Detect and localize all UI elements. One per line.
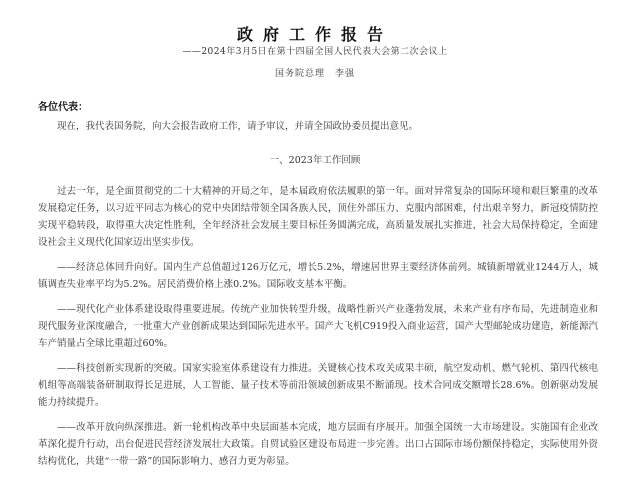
body-paragraph: ——现代化产业体系建设取得重要进展。传统产业加快转型升级，战略性新兴产业蓬勃发展，未来产业有序布局，先进制造业和现代服务业深度融合，一批重大产业创新成果达到国际先进水平。国产大飞机C919投入商业运营，国产大型邮轮成功建造，新能源汽车产销量占全球比重超过60%。 [38, 304, 598, 349]
body-paragraph: ——改革开放向纵深推进。新一轮机构改革中央层面基本完成，地方层面有序展开。加强全国统一大市场建设。实施国有企业改革深化提升行动，出台促进民营经济发展壮大政策。自贸试验区建设布局进一步完善。出口占国际市场份额保持稳定，实际使用外资结构优化，共建“一带一路”的国际影响力、感召力更为彰显。 [38, 422, 598, 467]
report-subtitle: ——2024年3月5日在第十四届全国人民代表大会第二次会议上 [182, 47, 448, 57]
body-paragraph: 过去一年，是全面贯彻党的二十大精神的开局之年，是本届政府依法履职的第一年。面对异常复杂的国际环境和艰巨繁重的改革发展稳定任务，以习近平同志为核心的党中央团结带领全国各族人民，顶住外部压力、克服内部困难，付出艰辛努力，新冠疫情防控实现平稳转段，取得重大决定性胜利，全年经济社会发展主要目标任务圆满完成，高质量发展扎实推进，社会大局保持稳定，全面建设社会主义现代化国家迈出坚实步伐。 [38, 186, 598, 248]
report-title: 政府工作报告 [236, 25, 393, 44]
intro-paragraph: 现在，我代表国务院，向大会报告政府工作，请予审议，并请全国政协委员提出意见。 [57, 121, 419, 132]
body-paragraph: ——科技创新实现新的突破。国家实验室体系建设有力推进。关键核心技术攻关成果丰硕，航空发动机、燃气轮机、第四代核电机组等高端装备研制取得长足进展，人工智能、量子技术等前沿领域创新成果不断涌现。技术合同成交额增长28.6%。创新驱动发展能力持续提升。 [38, 363, 598, 408]
section-heading: 一、2023年工作回顾 [269, 155, 361, 166]
report-author: 国务院总理 李强 [274, 69, 355, 79]
body-paragraph: ——经济总体回升向好。国内生产总值超过126万亿元，增长5.2%，增速居世界主要经济体前列。城镇新增就业1244万人，城镇调查失业率平均为5.2%。居民消费价格上涨0.2%。国际收支基本平衡。 [38, 262, 598, 290]
salutation: 各位代表： [38, 102, 88, 113]
